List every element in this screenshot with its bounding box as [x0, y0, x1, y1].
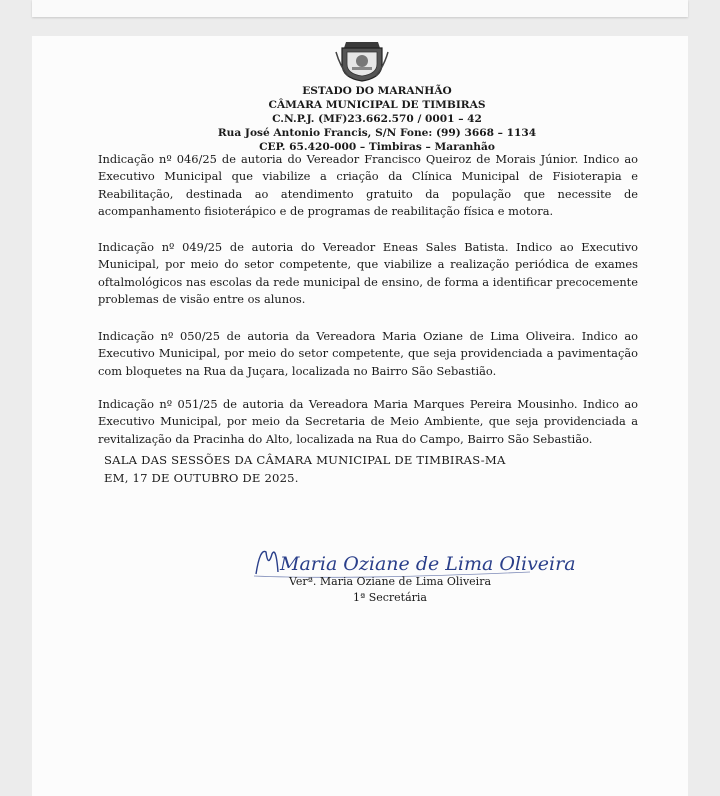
state-name: ESTADO DO MARANHÃO — [302, 85, 452, 97]
indication-paragraph — [98, 151, 638, 221]
indication-text: Indico ao Executivo Municipal, por meio da Secretaria de Meio Ambiente, que seja providenciada a revitalização da Pracinha do Alto, localizada na Rua do Campo, Bairro São Sebastião. — [98, 397, 638, 446]
letterhead — [182, 84, 572, 154]
cnpj: C.N.P.J. (MF)23.662.570 / 0001 – 42 — [272, 113, 482, 125]
indication-text: Indico ao Executivo Municipal, por meio do setor competente, que viabilize a realização periódica de exames oftalmológicos nas escolas da rede municipal de ensino, de forma a identificar precocemente problemas de visão entre os alunos. — [98, 240, 638, 307]
indication-title: Indicação nº 049/25 de autoria do Vereador Eneas Sales Batista. — [98, 240, 509, 254]
closing-block — [104, 452, 624, 487]
indication-text: Indico ao Executivo Municipal, por meio do setor competente, que seja providenciada a pavimentação com bloquetes na Rua da Juçara, localizada no Bairro São Sebastião. — [98, 329, 639, 378]
indication-title: Indicação nº 046/25 de autoria do Vereador Francisco Queiroz de Morais Júnior. — [98, 152, 579, 166]
signature-script: Maria Oziane de Lima Oliveira — [280, 553, 576, 575]
indication-paragraph — [98, 328, 638, 380]
document-page — [32, 36, 688, 796]
indication-title: Indicação nº 050/25 de autoria da Vereadora Maria Oziane de Lima Oliveira. — [98, 329, 576, 343]
previous-page-edge — [32, 0, 688, 17]
postal-code: CEP. 65.420-000 – Timbiras – Maranhão — [259, 141, 495, 153]
indication-text: Indico ao Executivo Municipal que viabilize a criação da Clínica Municipal de Fisioterapia e Reabilitação, destinada ao atendimento gratuito da população que necessite de acompanhamento fisioterápico e de programas de reabilitação física e motora. — [98, 152, 638, 219]
session-hall-line: SALA DAS SESSÕES DA CÂMARA MUNICIPAL DE TIMBIRAS-MA — [104, 453, 506, 467]
municipal-crest-icon — [332, 38, 392, 82]
chamber-name: CÂMARA MUNICIPAL DE TIMBIRAS — [268, 99, 486, 111]
indication-paragraph — [98, 396, 638, 448]
signatory-name: Verª. Maria Oziane de Lima Oliveira — [288, 575, 492, 588]
indication-paragraph — [98, 239, 638, 309]
address-phone: Rua José Antonio Francis, S/N Fone: (99) 3668 – 1134 — [217, 127, 537, 139]
date-line: EM, 17 DE OUTUBRO DE 2025. — [104, 470, 299, 485]
indication-title: Indicação nº 051/25 de autoria da Vereadora Maria Marques Pereira Mousinho. — [98, 397, 578, 411]
signatory-role: 1ª Secretária — [352, 591, 427, 604]
